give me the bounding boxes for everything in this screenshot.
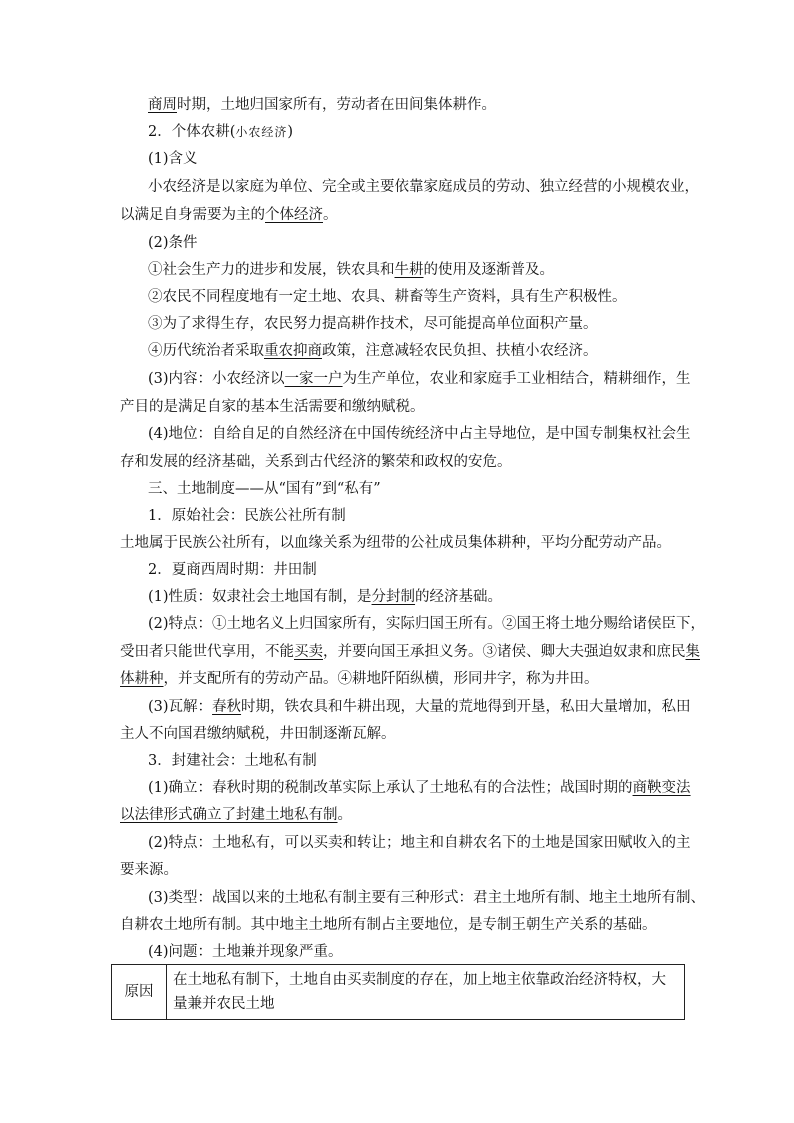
paragraph-line [0, 587, 794, 607]
text-run: 政策，注意减轻农民负担、扶植小农经济。 [322, 343, 598, 359]
section-heading: 三、土地制度——从“国有”到“私有” [148, 481, 381, 497]
subheading: (2)条件 [148, 235, 198, 251]
text-run: 受田者只能世代享用，不能 [120, 644, 294, 660]
text-run: (1)性质：奴隶社会土地国有制，是 [148, 589, 372, 605]
section-heading: 2．夏商西周时期：井田制 [148, 562, 317, 578]
text-run: (3)瓦解： [148, 699, 213, 715]
text-run: ④历代统治者采取 [148, 343, 264, 359]
paragraph-line: (2)特点：土地私有，可以买卖和转让；地主和自耕农名下的土地是国家田赋收入的主 [148, 835, 691, 851]
text-run: 为生产单位，农业和家庭手工业相结合，精耕细作，生 [342, 371, 691, 387]
text-run: ，并要向国王承担义务。③诸侯、卿大夫强迫奴隶和庶民 [323, 644, 686, 660]
handwritten-note: 小农经济 [235, 125, 288, 139]
underlined-term: 体耕种 [120, 671, 164, 687]
text-run: 2．个体农耕( [148, 124, 236, 140]
paragraph-line: (2)特点：①土地名义上归国家所有，实际归国王所有。②国王将土地分赐给诸侯臣下， [148, 616, 706, 632]
underlined-term: 分封制 [371, 589, 416, 605]
paragraph-line [0, 369, 794, 389]
text-run: 的经济基础。 [415, 589, 503, 605]
paragraph-line [0, 642, 794, 662]
subheading: (1)含义 [148, 151, 198, 167]
paragraph-line [0, 260, 794, 280]
table-cell: 在土地私有制下，土地自由买卖制度的存在，加上地主依靠政治经济特权，大量兼并农民土地 [167, 965, 685, 1020]
section-heading [0, 122, 794, 142]
section-heading: 3．封建社会：土地私有制 [148, 753, 317, 769]
text-run: ，并支配所有的劳动产品。④耕地阡陌纵横，形同井字，称为井田。 [163, 671, 599, 687]
underlined-term: 买卖 [294, 644, 323, 660]
paragraph-line: (3)类型：战国以来的土地私有制主要有三种形式：君主土地所有制、地主土地所有制、 [148, 890, 706, 906]
table-row [112, 965, 685, 1020]
table-header-cell: 原因 [112, 965, 167, 1020]
paragraph-line [0, 669, 794, 689]
underlined-term: 牛耕 [394, 262, 424, 278]
underlined-term: 商周 [148, 97, 177, 113]
text-run: ) [287, 124, 294, 140]
paragraph-line: ②农民不同程度地有一定土地、农具、耕畜等生产资料，具有生产积极性。 [148, 289, 627, 305]
paragraph-line [0, 697, 794, 717]
section-heading: 1．原始社会：民族公社所有制 [148, 508, 346, 524]
paragraph-line: 土地属于民族公社所有，以血缘关系为纽带的公社成员集体耕种，平均分配劳动产品。 [120, 535, 671, 551]
text-run: 。 [323, 207, 338, 223]
text-run: (3)内容：小农经济以 [148, 371, 285, 387]
underlined-term: 春秋 [212, 699, 242, 715]
paragraph-line [0, 205, 794, 225]
underlined-term: 集 [685, 644, 700, 660]
text-run: 以满足自身需要为主的 [120, 207, 265, 223]
paragraph-line: 小农经济是以家庭为单位、完全或主要依靠家庭成员的劳动、独立经营的小规模农业， [148, 179, 699, 195]
paragraph-line: 自耕农土地所有制。其中地主土地所有制占主要地位，是专制王朝生产关系的基础。 [120, 917, 657, 933]
paragraph-line [0, 95, 794, 115]
text-run: ①社会生产力的进步和发展，铁农具和 [148, 262, 395, 278]
paragraph-line [0, 805, 794, 825]
text-run: 时期，土地归国家所有，劳动者在田间集体耕作。 [177, 97, 496, 113]
paragraph-line [0, 778, 794, 798]
underlined-term: 商鞅变法 [632, 780, 691, 796]
cause-table [111, 964, 685, 1020]
paragraph-line: 要来源。 [120, 862, 178, 878]
underlined-term: 重农抑商 [264, 343, 322, 359]
text-run: (1)确立：春秋时期的税制改革实际上承认了土地私有的合法性；战国时期的 [148, 780, 633, 796]
paragraph-line: (4)地位：自给自足的自然经济在中国传统经济中占主导地位，是中国专制集权社会生 [148, 426, 691, 442]
text-run: 时期，铁农具和牛耕出现，大量的荒地得到开垦，私田大量增加，私田 [241, 699, 691, 715]
paragraph-line: 产目的是满足自家的基本生活需要和缴纳赋税。 [120, 399, 425, 415]
paragraph-line: ③为了求得生存，农民努力提高耕作技术，尽可能提高单位面积产量。 [148, 316, 598, 332]
paragraph-line: 存和发展的经济基础，关系到古代经济的繁荣和政权的安危。 [120, 454, 512, 470]
underlined-term: 个体经济 [265, 207, 323, 223]
text-run: 。 [337, 807, 352, 823]
paragraph-line: (4)问题：土地兼并现象严重。 [148, 944, 343, 960]
text-run: 的使用及逐渐普及。 [423, 262, 554, 278]
paragraph-line [0, 341, 794, 361]
underlined-term: 以法律形式确立了封建土地私有制 [120, 807, 338, 823]
underlined-term: 一家一户 [284, 371, 343, 387]
paragraph-line: 主人不向国君缴纳赋税，井田制逐渐瓦解。 [120, 726, 396, 742]
